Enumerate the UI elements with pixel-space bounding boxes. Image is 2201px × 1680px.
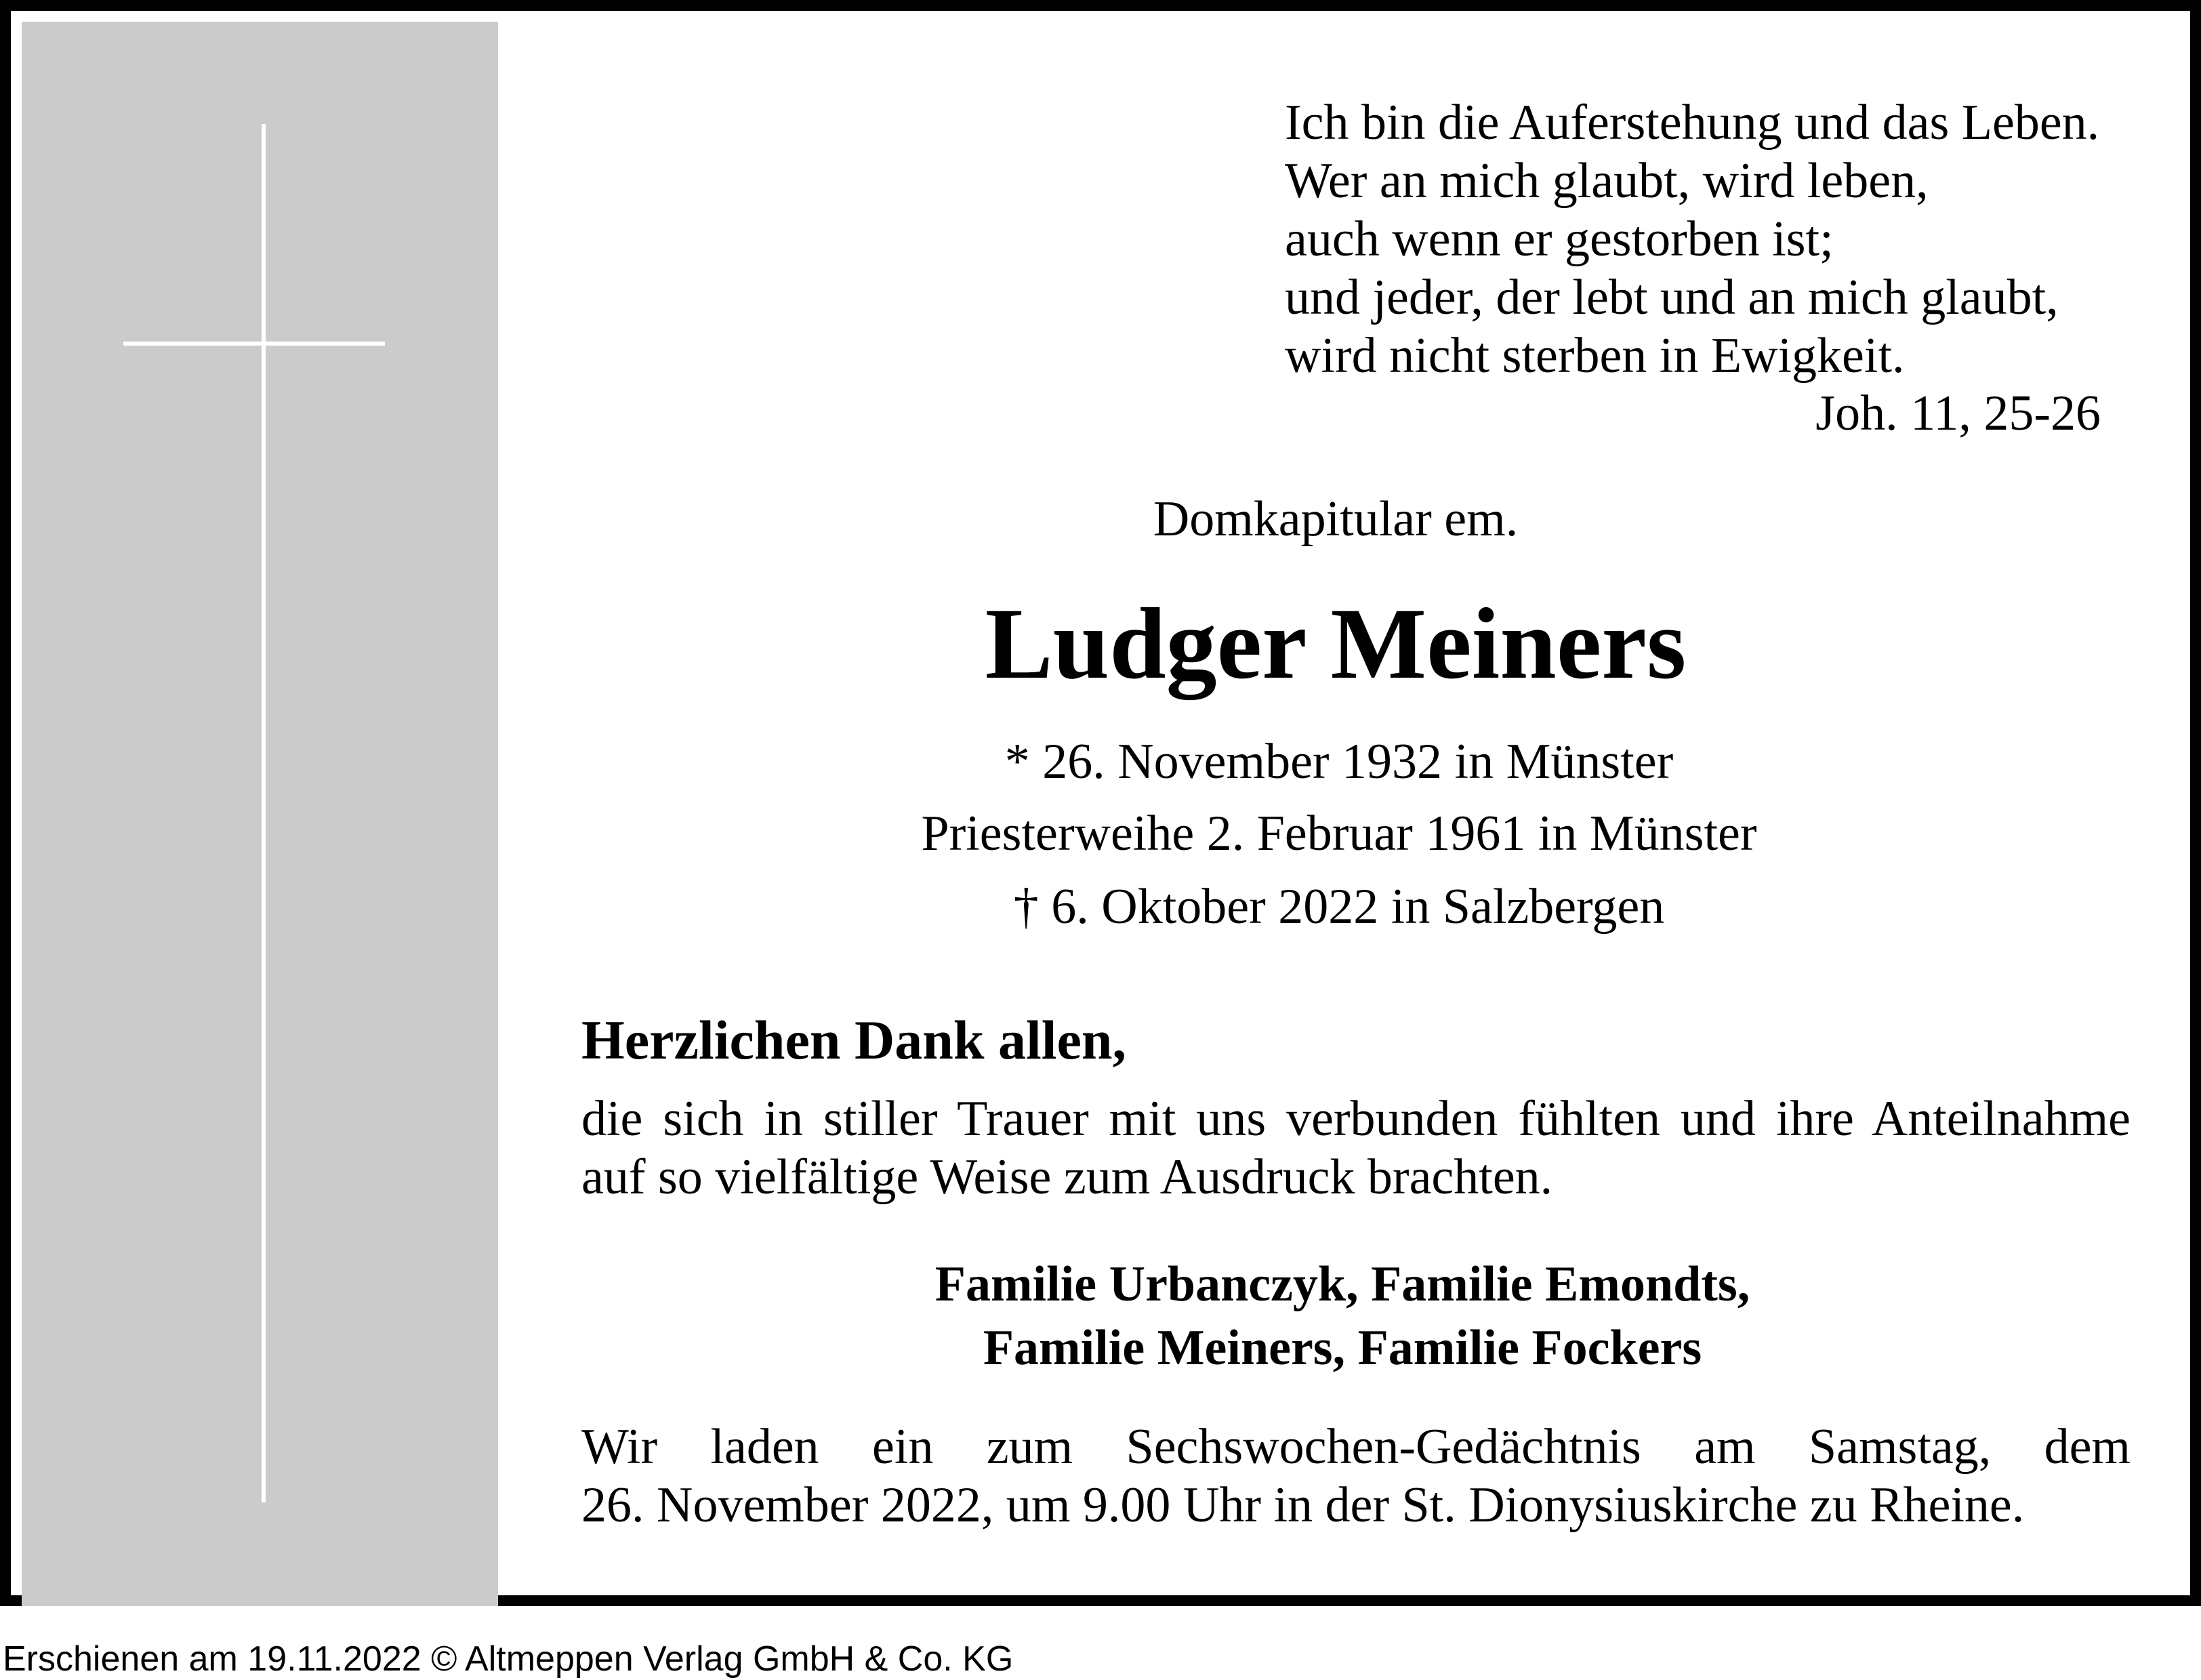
invitation-line: Wir laden ein zum Sechswochen-Gedächtnis am Samstag, dem bbox=[581, 1419, 2131, 1475]
death-date: † 6. Oktober 2022 in Salzbergen bbox=[1013, 879, 1665, 935]
bible-quote bbox=[1285, 94, 2099, 385]
quote-line: auch wenn er gestorben ist; bbox=[1285, 211, 1834, 267]
thanks-line: die sich in stiller Trauer mit uns verbunden fühlten und ihre Anteilnahme bbox=[581, 1091, 2131, 1147]
cross-horizontal-bar bbox=[123, 342, 385, 346]
quote-line: wird nicht sterben in Ewigkeit. bbox=[1285, 328, 1905, 384]
ordination-date: Priesterweihe 2. Februar 1961 in Münster bbox=[921, 806, 1757, 861]
family-line: Familie Urbanczyk, Familie Emondts, bbox=[934, 1256, 1750, 1312]
thanks-heading: Herzlichen Dank allen, bbox=[581, 1009, 1127, 1071]
family-signatures bbox=[11, 1252, 2201, 1380]
thanks-line: auf so vielfältige Weise zum Ausdruck brachten. bbox=[581, 1149, 1553, 1205]
quote-reference: Joh. 11, 25-26 bbox=[1815, 386, 2101, 441]
publication-footer: Erschienen am 19.11.2022 © Altmeppen Verlag GmbH & Co. KG bbox=[3, 1639, 1014, 1679]
thanks-text bbox=[581, 1090, 2131, 1206]
invitation-text bbox=[581, 1418, 2131, 1534]
quote-line: und jeder, der lebt und an mich glaubt, bbox=[1285, 270, 2059, 325]
quote-line: Wer an mich glaubt, wird leben, bbox=[1285, 153, 1929, 209]
deceased-name: Ludger Meiners bbox=[985, 588, 1687, 700]
quote-line: Ich bin die Auferstehung und das Leben. bbox=[1285, 95, 2100, 150]
family-line: Familie Meiners, Familie Fockers bbox=[983, 1320, 1702, 1376]
deceased-title: Domkapitular em. bbox=[1153, 491, 1519, 547]
invitation-line: 26. November 2022, um 9.00 Uhr in der St. Dionysiuskirche zu Rheine. bbox=[581, 1477, 2025, 1533]
birth-date: * 26. November 1932 in Münster bbox=[1004, 734, 1674, 790]
